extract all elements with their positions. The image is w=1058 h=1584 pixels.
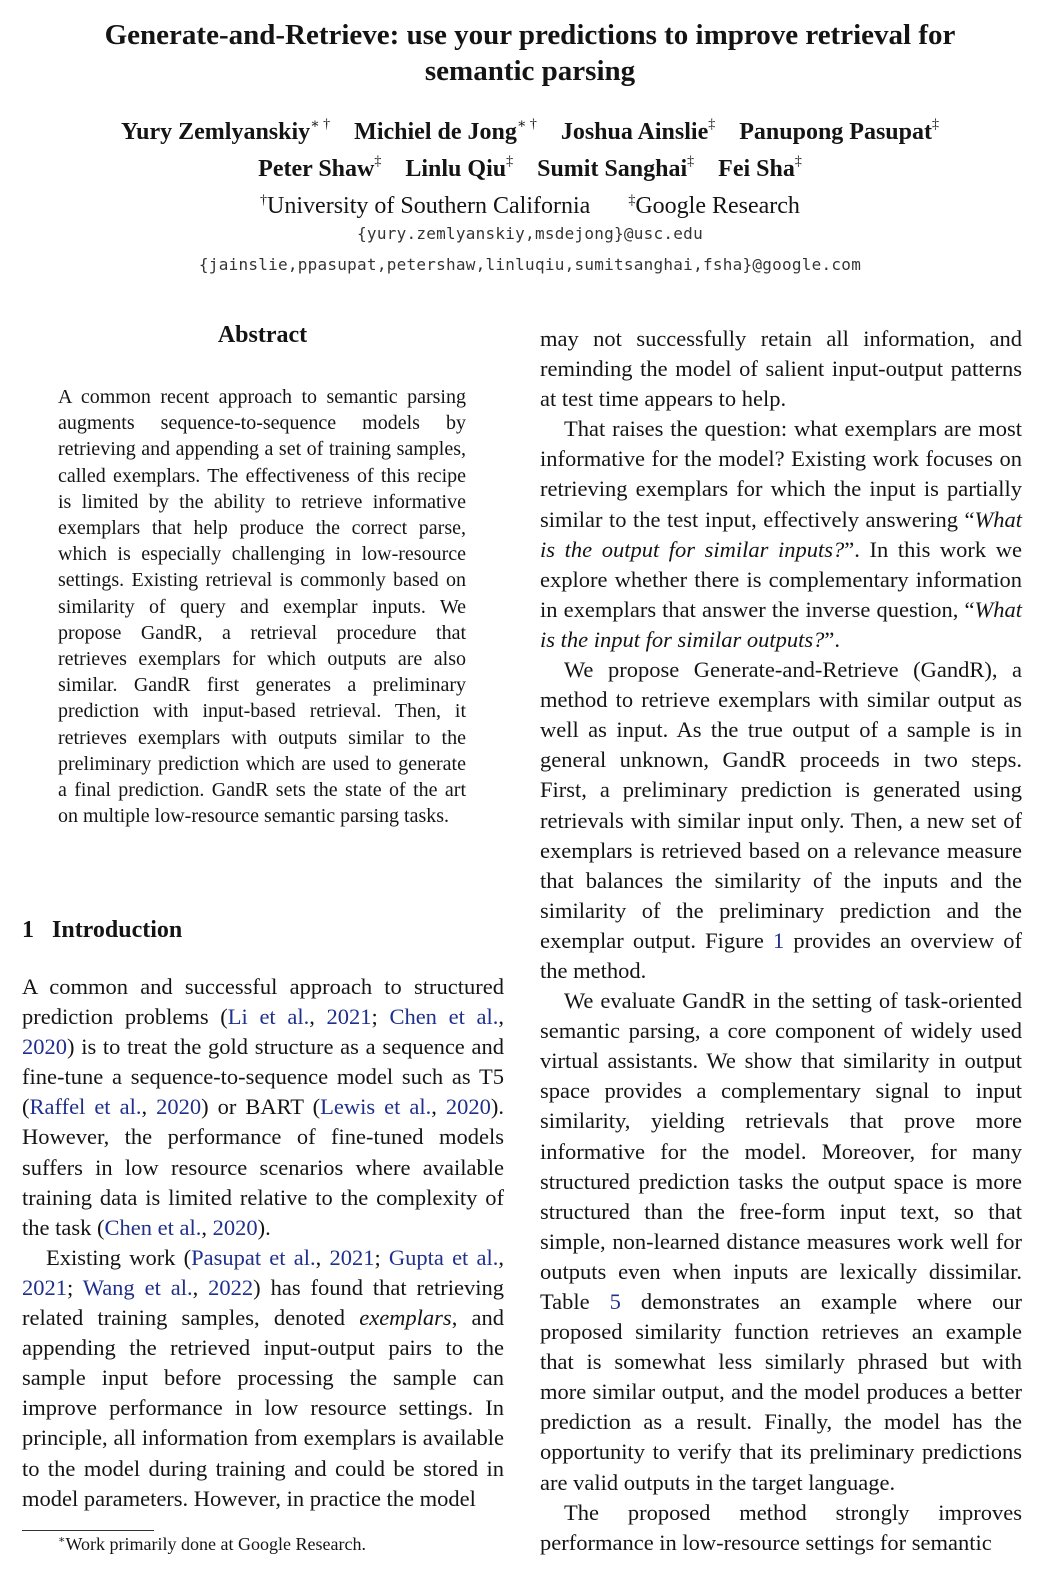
citation-link[interactable]: Gupta et al. [388, 1244, 499, 1270]
author-row-1 [30, 111, 1030, 148]
citation-link[interactable]: 2020 [156, 1094, 202, 1120]
author-list [30, 111, 1030, 185]
section-heading [22, 917, 182, 944]
intro-paragraph-6: The proposed method strongly improves performance in low-resource settings for semantic [540, 1499, 1022, 1555]
citation-link[interactable]: 2022 [208, 1274, 254, 1300]
abstract-text: A common recent approach to semantic parsing augments sequence-to-sequence models by retrieving and appending a set of training samples, called exemplars. The effectiveness of this recipe is limited by the ability to retrieve informative exemplars that help produce the correct parse, which is especially challenging in low-resource settings. Existing retrieval is commonly based on similarity of query and exemplar inputs. We propose GandR, a retrieval procedure that retrieves exemplars for which outputs are also similar. GandR first generates a preliminary prediction with input-based retrieval. Then, it retrieves exemplars with outputs similar to the preliminary prediction which are used to generate a final prediction. GandR sets the state of the art on multiple low-resource semantic parsing tasks. [58, 386, 466, 828]
table-ref-link[interactable]: 5 [609, 1289, 621, 1314]
right-column-body [540, 324, 1022, 1558]
paper-title [30, 17, 1030, 89]
author: Yury Zemlyanskiy∗ † [121, 117, 331, 145]
author: Panupong Pasupat‡ [739, 117, 939, 145]
footnote-text: Work primarily done at Google Research. [65, 1534, 366, 1554]
section-number: 1 [22, 917, 34, 943]
citation-link[interactable]: 2020 [22, 1034, 67, 1060]
author: Michiel de Jong∗ † [354, 117, 537, 145]
citation-link[interactable]: Pasupat et al. [191, 1244, 316, 1270]
footnote-rule [22, 1530, 154, 1531]
citation-link[interactable]: Chen et al. [104, 1214, 202, 1240]
author: Peter Shaw‡ [258, 154, 382, 182]
citation-link[interactable]: Chen et al. [389, 1004, 499, 1030]
email-line-2: {jainslie,ppasupat,petershaw,linluqiu,sumitsanghai,fsha}@google.com [198, 255, 862, 274]
citation-link[interactable]: 2020 [445, 1094, 491, 1120]
abstract-heading: Abstract [217, 322, 308, 348]
footnote-mark: ∗ [58, 1534, 66, 1546]
paper-title-line-2: semantic parsing [424, 55, 636, 87]
author: Fei Sha‡ [718, 154, 802, 182]
author-row-2 [30, 148, 1030, 185]
author: Sumit Sanghai‡ [537, 154, 695, 182]
affiliations [30, 186, 1030, 221]
citation-link[interactable]: 2021 [22, 1274, 67, 1300]
intro-paragraph-5: We evaluate GandR in the setting of task-oriented semantic parsing, a core component of widely used virtual assistants. We show that similarity in output space provides a complementary signal to input similarity, yielding retrievals that prove more informative for the model. Moreover, for many structured prediction tasks the output space is more structured than the free-form input text, so that simple, non-learned distance measures work well for outputs even when inputs are lexically dissimilar. Table 5 demonstrates an example where our proposed similarity function retrieves an example that is somewhat less similarly phrased but with more similar output, and the model produces a better prediction as a result. Finally, the model has the opportunity to verify that its preliminary predictions are valid outputs in the target language. [540, 988, 1023, 1495]
author: Joshua Ainslie‡ [560, 117, 716, 145]
author: Linlu Qiu‡ [405, 154, 514, 182]
citation-link[interactable]: 2021 [326, 1004, 372, 1030]
affiliation: †University of Southern California [260, 193, 591, 219]
intro-paragraph-3: That raises the question: what exemplars are most informative for the model? Existing work focuses on retrieving exemplars for which the input is partially similar to the test input, effectively answering “What is the output for similar inputs?”. In this work we explore whether there is complementary information in exemplars that answer the inverse question, “What is the input for similar outputs?”. [540, 416, 1022, 652]
left-column-body [22, 972, 504, 1514]
citation-link[interactable]: 2020 [212, 1214, 258, 1240]
footnote [58, 1533, 366, 1555]
intro-paragraph-2: Existing work (Pasupat et al., 2021; Gupta et al., 2021; Wang et al., 2022) has found that retrieving related training samples, denoted exemplars, and appending the retrieved input-output pairs to the sample input before processing the sample can improve performance in low resource settings. In principle, all information from exemplars is available to the model during training and could be stored in model parameters. However, in practice the model [22, 1244, 504, 1511]
affiliation: ‡Google Research [628, 193, 800, 219]
intro-paragraph-continued: may not successfully retain all information, and reminding the model of salient input-output patterns at test time appears to help. [540, 326, 1022, 412]
intro-paragraph-4: We propose Generate-and-Retrieve (GandR), a method to retrieve exemplars with similar output as well as input. As the true output of a sample is in general unknown, GandR proceeds in two steps. First, a preliminary prediction is generated using retrievals with similar input only. Then, a new set of exemplars is retrieved based on a relevance measure that balances the similarity of the inputs and the similarity of the preliminary prediction and the exemplar output. Figure 1 provides an overview of the method. [540, 657, 1022, 983]
paper-title-line-1: Generate-and-Retrieve: use your predictions to improve retrieval for [104, 19, 956, 51]
citation-link[interactable]: Raffel et al. [29, 1094, 142, 1120]
email-line-1: {yury.zemlyanskiy,msdejong}@usc.edu [357, 224, 703, 243]
citation-link[interactable]: Lewis et al. [320, 1094, 432, 1120]
citation-link[interactable]: Wang et al. [82, 1274, 193, 1300]
section-title: Introduction [52, 917, 183, 943]
intro-paragraph-1: A common and successful approach to structured prediction problems (Li et al., 2021; Chen et al., 2020) is to treat the gold structure as a sequence and fine-tune a sequence-to-sequence model such as T5 (Raffel et al., 2020) or BART (Lewis et al., 2020). However, the performance of fine-tuned models suffers in low resource scenarios where available training data is limited relative to the complexity of the task (Chen et al., 2020). [22, 974, 505, 1240]
citation-link[interactable]: Li et al. [227, 1004, 310, 1030]
citation-link[interactable]: 2021 [329, 1244, 375, 1270]
figure-ref-link[interactable]: 1 [773, 927, 785, 953]
